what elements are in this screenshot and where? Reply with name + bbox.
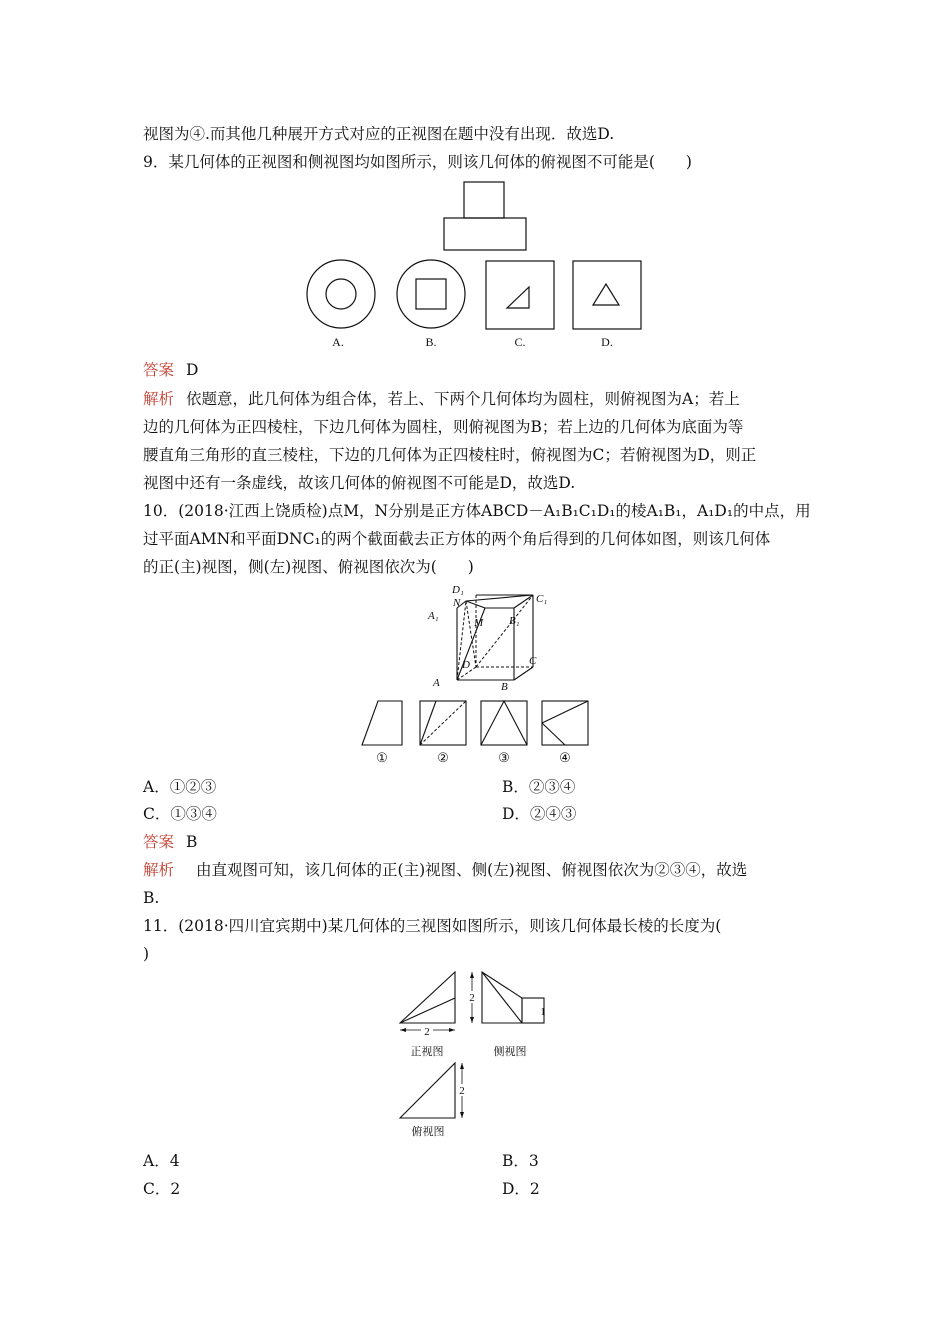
option-d-label: D.	[601, 335, 613, 349]
answer-value: D	[186, 361, 199, 379]
option-b-square-in-circle-icon	[397, 260, 465, 328]
side-view-icon	[467, 972, 544, 1023]
svg-text:B: B	[501, 681, 508, 693]
view-3-square-triangle-icon	[481, 701, 527, 745]
explanation-9-line-3: 腰直角三角形的直三棱柱，下边的几何体为正四棱柱时，俯视图为C；若俯视图为D，则正	[143, 446, 757, 464]
question-10-stem-1: 10．(2018·江西上饶质检)点M，N分别是正方体ABCD－A₁B₁C₁D₁的棱A₁B₁，A₁D₁的中点，用	[143, 502, 811, 520]
q11-option-a: A．4	[143, 1152, 180, 1170]
svg-text:C: C	[529, 655, 537, 667]
explanation-9-line-4: 视图中还有一条虚线，故该几何体的俯视图不可能是D，故选D.	[143, 474, 576, 492]
svg-text:B₁: B₁	[509, 615, 520, 627]
q10-cube-figure	[420, 582, 560, 694]
answer-label: 答案	[143, 833, 175, 851]
side-view-label: 侧视图	[493, 1046, 527, 1058]
svg-text:D: D	[462, 659, 470, 671]
front-width-dim: 2	[424, 1026, 430, 1038]
explanation-10-line-1: 解析 由直观图可知，该几何体的正(主)视图、侧(左)视图、俯视图依次为②③④，故选	[143, 861, 748, 879]
question-9-stem: 9．某几何体的正视图和侧视图均如图所示，则该几何体的俯视图不可能是( )	[143, 153, 692, 171]
continuation-text: 视图为④.而其他几种展开方式对应的正视图在题中没有出现．故选D.	[143, 125, 615, 143]
svg-text:③: ③	[498, 750, 510, 765]
svg-text:①: ①	[376, 750, 388, 765]
svg-text:M: M	[474, 617, 484, 629]
option-c-label: C.	[514, 335, 526, 349]
side-step-dim: 1	[540, 1006, 546, 1018]
explanation-9-line-1: 解析 依题意，此几何体为组合体，若上、下两个几何体均为圆柱，则俯视图为A；若上	[143, 390, 740, 408]
option-d-triangle-in-square-icon	[573, 261, 641, 329]
q11-option-b: B．3	[502, 1152, 539, 1170]
side-height-dim: 2	[469, 992, 475, 1004]
svg-text:N: N	[453, 597, 461, 609]
q11-option-c: C．2	[143, 1180, 181, 1198]
top-view-icon	[400, 1063, 467, 1118]
question-11-stem-2: )	[143, 945, 150, 963]
explanation-9-line-2: 边的几何体为正四棱柱，下边几何体为圆柱，则俯视图为B；若上边的几何体为底面为等	[143, 418, 744, 436]
explanation-label: 解析	[143, 390, 175, 408]
svg-text:C₁: C₁	[536, 593, 548, 605]
answer-10	[143, 832, 197, 852]
svg-text:A: A	[433, 677, 440, 689]
view-2-square-diagonals-icon	[420, 701, 466, 745]
option-a-circle-in-circle-icon	[307, 260, 375, 328]
explanation-10-line-2: B.	[143, 889, 160, 907]
view-1-trapezoid-icon	[362, 701, 402, 745]
q10-option-c: C．①③④	[143, 805, 217, 823]
option-c-right-triangle-in-square-icon	[486, 261, 554, 329]
q11-option-d: D．2	[502, 1180, 540, 1198]
top-view-label: 俯视图	[411, 1126, 445, 1138]
q9-options-figure	[300, 258, 650, 354]
top-height-dim: 2	[459, 1085, 465, 1097]
question-11-stem-1: 11．(2018·四川宜宾期中)某几何体的三视图如图所示，则该几何体最长棱的长度为(	[143, 917, 722, 935]
question-10-stem-2: 过平面AMN和平面DNC₁的两个截面截去正方体的两个角后得到的几何体如图，则该几何体	[143, 530, 771, 548]
answer-label: 答案	[143, 361, 175, 379]
q9-front-side-view-figure	[440, 178, 560, 254]
q10-option-b: B．②③④	[502, 778, 576, 796]
view-4-square-lines-icon	[542, 701, 588, 745]
answer-9	[143, 360, 198, 380]
question-10-stem-3: 的正(主)视图，侧(左)视图、俯视图依次为( )	[143, 558, 474, 576]
answer-value: B	[186, 833, 198, 851]
svg-text:D₁: D₁	[452, 584, 464, 596]
svg-text:②: ②	[437, 750, 449, 765]
option-b-label: B.	[425, 335, 437, 349]
svg-text:④: ④	[559, 750, 571, 765]
front-view-label: 正视图	[410, 1046, 444, 1058]
q10-view-options-figure	[356, 697, 596, 767]
q11-three-views-figure	[390, 968, 560, 1146]
explanation-label: 解析	[143, 861, 175, 879]
svg-text:A₁: A₁	[428, 610, 439, 622]
q10-option-d: D．②④③	[502, 805, 577, 823]
option-a-label: A.	[332, 335, 344, 349]
q10-option-a: A．①②③	[143, 778, 217, 796]
